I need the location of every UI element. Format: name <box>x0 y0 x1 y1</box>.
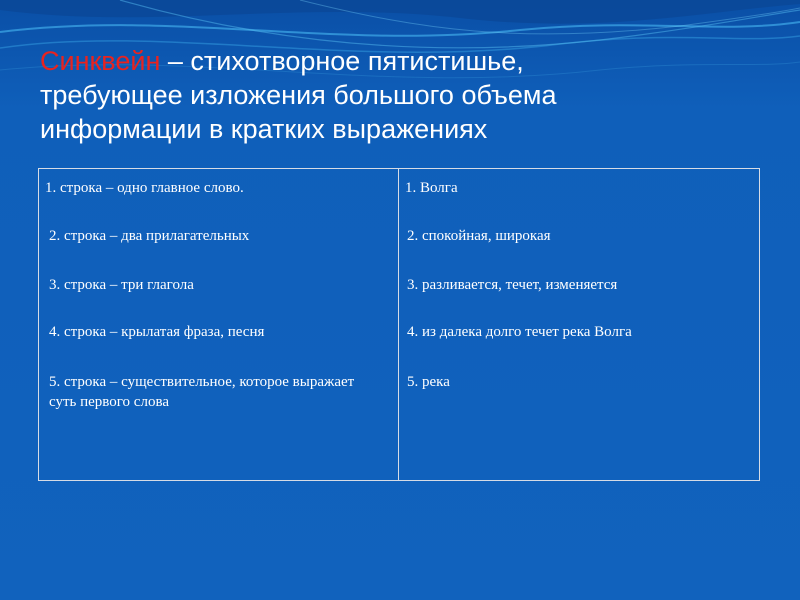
title-line-3: информации в кратких выражениях <box>40 114 488 144</box>
rule-line-4: 4. строка – крылатая фраза, песня <box>49 324 265 340</box>
example-column <box>399 169 759 480</box>
example-line-1: 1. Волга <box>405 180 458 196</box>
cinquain-table <box>38 168 760 481</box>
example-line-3: 3. разливается, течет, изменяется <box>407 277 618 293</box>
rule-line-2: 2. строка – два прилагательных <box>49 228 250 244</box>
example-line-4: 4. из далека долго течет река Волга <box>407 324 632 340</box>
rule-line-5: 5. строка – существительное, которое выражает суть первого слова <box>49 374 355 410</box>
title-term: Синквейн <box>40 46 161 76</box>
title-line-2: требующее изложения большого объема <box>40 80 557 110</box>
example-line-5: 5. река <box>407 374 450 390</box>
rule-line-1: 1. строка – одно главное слово. <box>45 180 244 196</box>
title-line-1: – стихотворное пятистишье, <box>160 46 524 76</box>
example-line-2: 2. спокойная, широкая <box>407 228 551 244</box>
slide-title <box>40 44 760 146</box>
rule-line-3: 3. строка – три глагола <box>49 277 194 293</box>
rules-column <box>39 169 399 480</box>
